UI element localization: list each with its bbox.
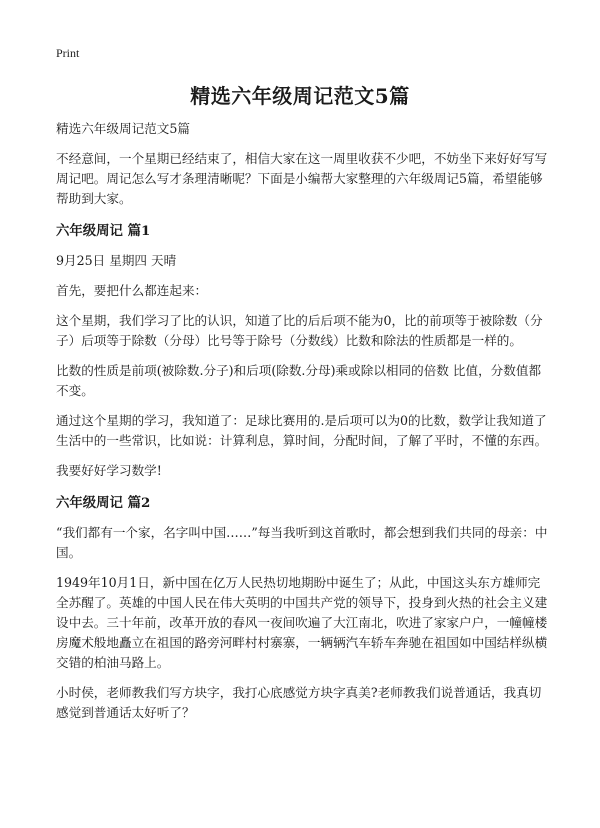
section1-paragraph: 比数的性质是前项(被除数.分子)和后项(除数.分母)乘或除以相同的倍数 比值，分数值都不变。 [56,363,542,398]
section2-paragraph: “我们都有一个家，名字叫中国……”每当我听到这首歌时，都会想到我们共同的母亲：中国。 [56,525,548,560]
section1-paragraph: 这个星期，我们学习了比的认识，知道了比的后后项不能为0，比的前项等于被除数（分子）后项等于除数（分母）比号等于除号（分数线）比数和除法的性质都是一样的。 [56,313,543,348]
intro-paragraph: 不经意间，一个星期已经结束了，相信大家在这一周里收获不少吧，不妨坐下来好好写写周记吧。周记怎么写才条理清晰呢？下面是小编帮大家整理的六年级周记5篇，希望能够帮助到大家。 [56,151,548,206]
section-heading-2: 六年级周记 篇2 [56,495,151,511]
section2-paragraph: 小时侯，老师教我们写方块字，我打心底感觉方块字真美?老师教我们说普通话，我真切感觉到普通话太好听了？ [56,685,542,720]
article-subtitle: 精选六年级周记范文5篇 [56,121,190,136]
section-heading-1: 六年级周记 篇1 [56,223,151,239]
section1-date: 9月25日 星期四 天晴 [56,253,177,268]
section1-paragraph: 我要好好学习数学! [56,463,162,478]
section1-paragraph: 首先，要把什么都连起来： [56,283,208,298]
print-link[interactable]: Print [56,46,80,60]
section2-paragraph: 1949年10月1日，新中国在亿万人民热切地期盼中诞生了；从此，中国这头东方雄师完全苏醒了。英雄的中国人民在伟大英明的中国共产党的领导下，投身到火热的社会主义建设中去。三十年前，改革开放的春风一夜间吹遍了大江南北，吹进了家家户户，一幢幢楼房魔术般地矗立在祖国的路旁河畔村村寨寨，一辆辆汽车轿车奔驰在祖国如中国结样纵横交错的柏油马路上。 [56,575,548,670]
article-body [56,119,548,733]
page-title: 精选六年级周记范文5篇 [190,84,410,108]
section1-paragraph: 通过这个星期的学习，我知道了：足球比赛用的.是后项可以为0的比数，数学让我知道了生活中的一些常识，比如说：计算利息，算时间，分配时间，了解了平时，不懂的东西。 [56,413,548,448]
